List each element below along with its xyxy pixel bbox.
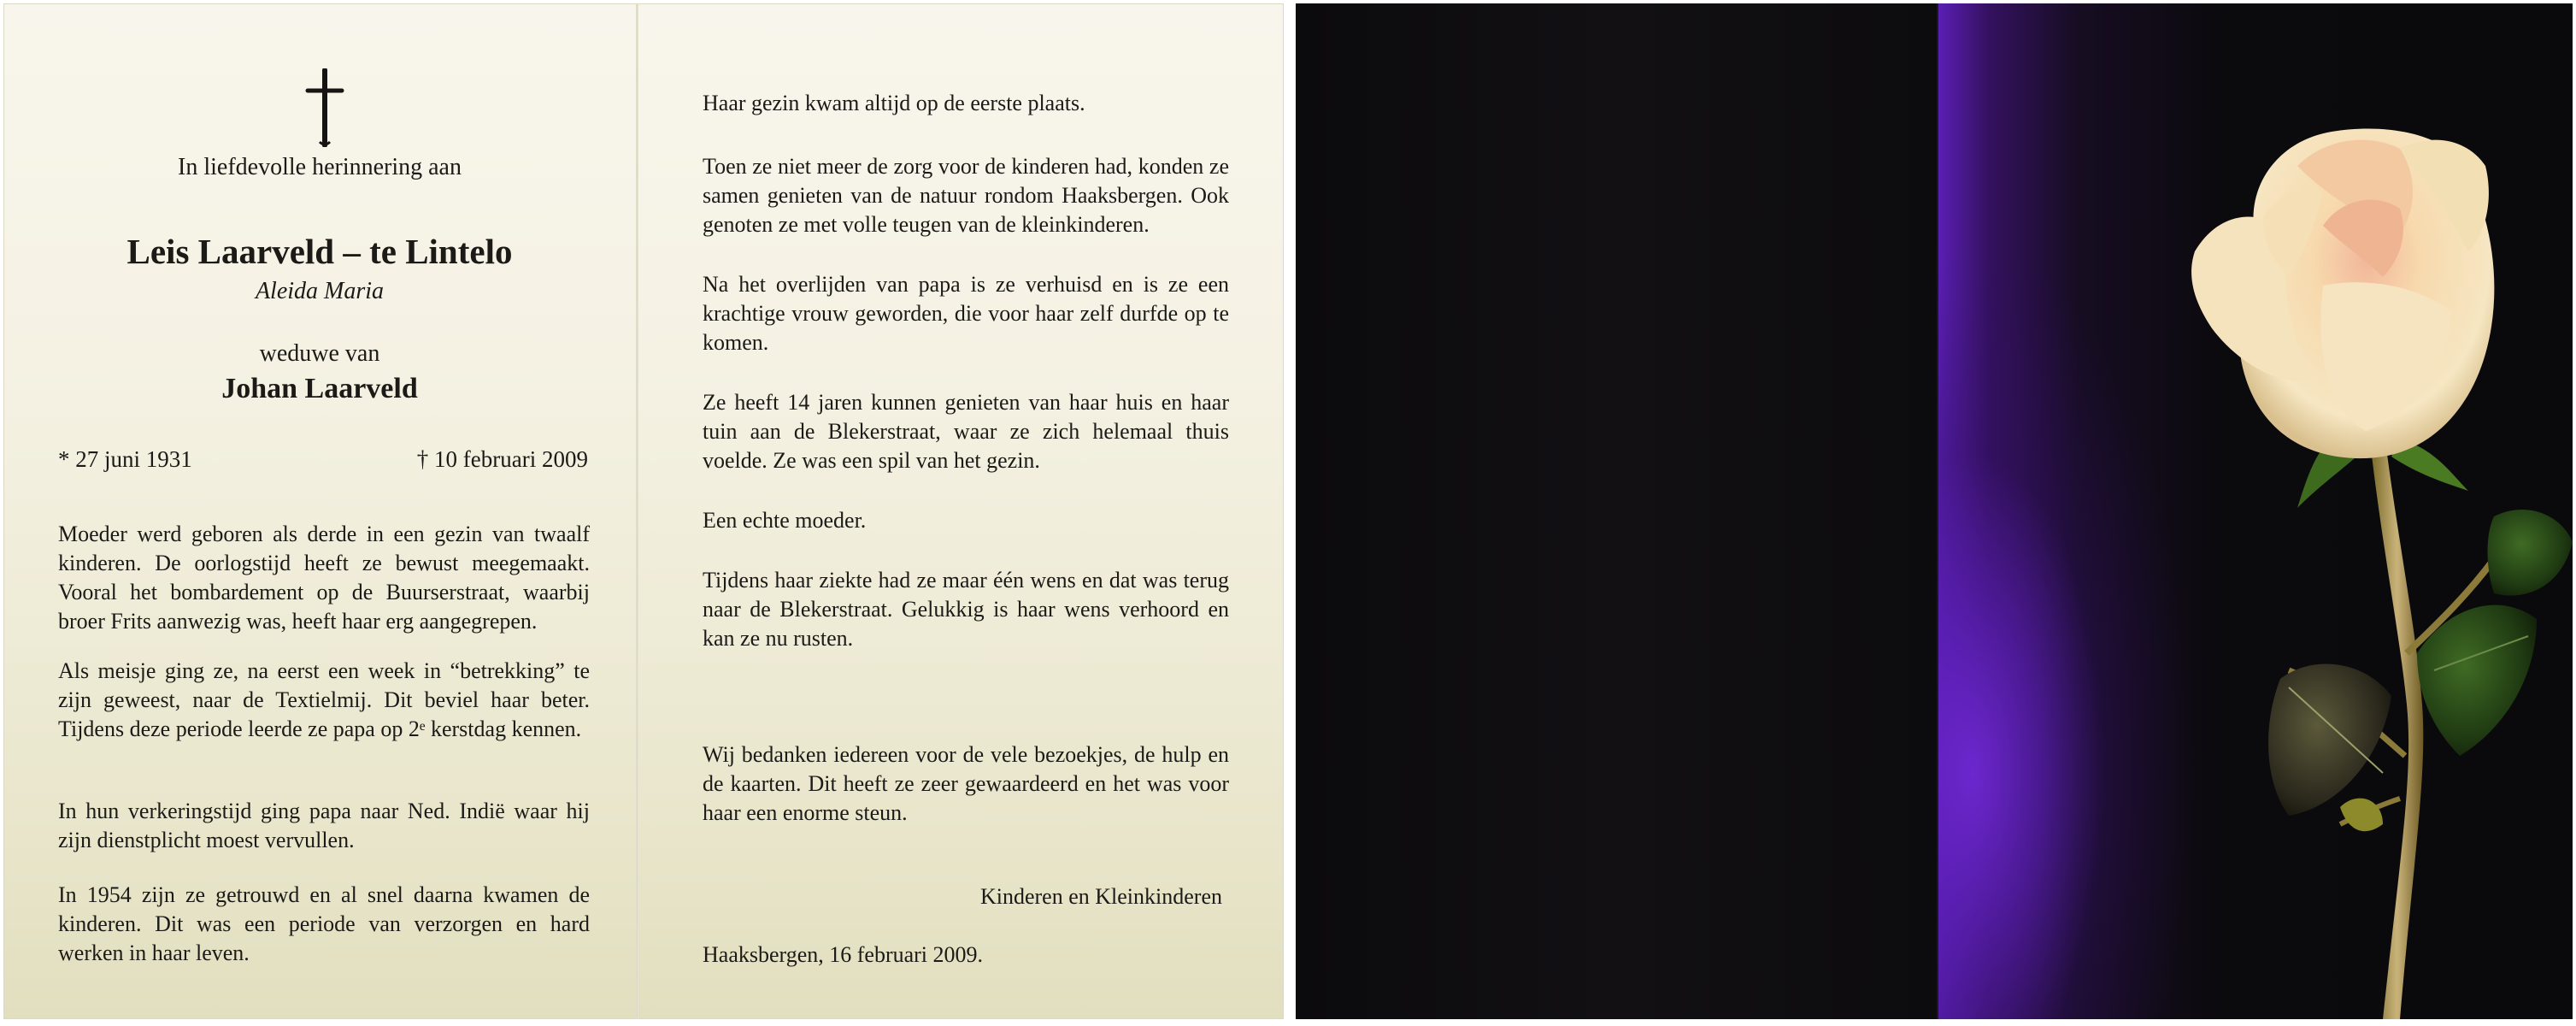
inside-left-panel [3, 3, 636, 1019]
memorial-paragraph: Ze heeft 14 jaren kunnen genieten van haar huis en haar tuin aan de Blekerstraat, waar ze zich helemaal thuis voelde. Ze was een spil van het gezin. [703, 390, 1229, 473]
deceased-name: Leis Laarveld – te Lintelo [126, 232, 513, 271]
card-fold [636, 3, 638, 1019]
intro-text: In liefdevolle herinnering aan [178, 154, 462, 180]
thank-you-paragraph: Wij bedanken iedereen voor de vele bezoekjes, de hulp en de kaarten. Dit heeft ze zeer gewaardeerd en het was voor haar een enorme steun. [703, 742, 1229, 825]
memorial-paragraph: Toen ze niet meer de zorg voor de kinderen had, konden ze samen genieten van de natuur rondom Haaksbergen. Ook genoten ze met volle teugen van de kleinkinderen. [703, 154, 1229, 237]
memorial-paragraph: Na het overlijden van papa is ze verhuisd en is ze een krachtige vrouw geworden, die voor haar zelf durfde op te komen. [703, 272, 1229, 355]
given-names: Aleida Maria [255, 278, 385, 304]
card-inside [3, 3, 1284, 1019]
husband-name: Johan Laarveld [221, 373, 418, 404]
biography-paragraph: In hun verkeringstijd ging papa naar Ned. Indië waar hij zijn dienstplicht moest vervullen. [58, 799, 590, 852]
biography-paragraph: In 1954 zijn ze getrouwd en al snel daarna kwamen de kinderen. Dit was een periode van verzorgen en hard werken in haar leven. [58, 882, 590, 965]
memorial-paragraph: Een echte moeder. [703, 508, 867, 533]
card-outside [1296, 3, 2573, 1019]
widow-of-label: weduwe van [259, 340, 380, 367]
death-date: † 10 februari 2009 [416, 446, 588, 472]
signoff: Kinderen en Kleinkinderen [979, 884, 1222, 909]
biography-paragraph: Als meisje ging ze, na eerst een week in “betrekking” te zijn geweest, naar de Textielmij. Dit beviel haar beter. Tijdens deze periode leerde ze papa op 2ᵉ kerstdag kennen. [58, 658, 590, 741]
memorial-paragraph: Haar gezin kwam altijd op de eerste plaats. [703, 91, 1085, 115]
memorial-paragraph: Tijdens haar ziekte had ze maar één wens en dat was terug naar de Blekerstraat. Gelukkig is haar wens verhoord en kan ze nu rusten. [703, 568, 1229, 651]
cross-icon [297, 68, 352, 147]
rose-image [1938, 3, 2573, 1019]
life-dates [58, 446, 588, 477]
card-back [1296, 3, 1937, 1019]
birth-date: * 27 juni 1931 [58, 446, 192, 472]
place-date: Haaksbergen, 16 februari 2009. [703, 942, 984, 967]
biography-paragraph: Moeder werd geboren als derde in een gezin van twaalf kinderen. De oorlogstijd heeft ze bewust meegemaakt. Vooral het bombardement op de Buurserstraat, waarbij broer Frits aanwezig was, heeft haar erg aangegrepen. [58, 522, 590, 634]
